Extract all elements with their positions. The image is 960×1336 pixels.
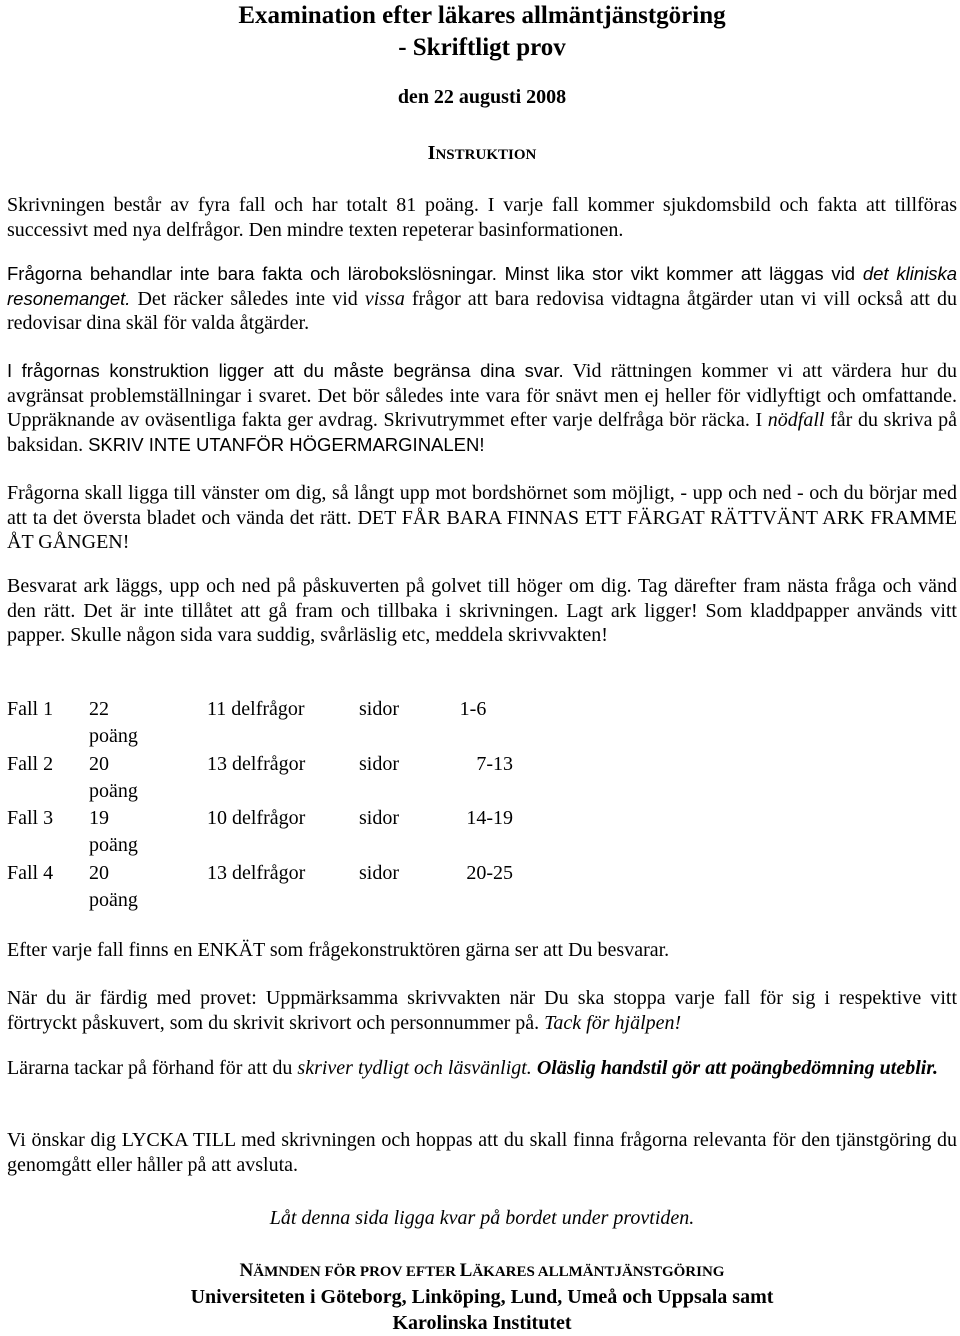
fall-pages: 20-25 xyxy=(466,861,513,884)
fall-unit: poäng xyxy=(89,888,138,911)
paragraph-overview: Skrivningen består av fyra fall och har totalt 81 poäng. I varje fall kommer sjukdomsbild och fakta att tillföras successivt med nya delfrågor. Den mindre texten repeterar basinformationen. xyxy=(7,194,957,241)
title-line-2: - Skriftligt prov xyxy=(398,34,566,61)
fall-pages: 1-6 xyxy=(459,698,487,720)
fall-row xyxy=(7,696,513,751)
exam-date: den 22 augusti 2008 xyxy=(397,86,567,108)
fall-points: 22 xyxy=(89,698,109,720)
paragraph-sheet-handling: Frågorna skall ligga till vänster om dig, så långt upp mot bordshörnet som möjligt, - upp och ned - och du börjar med att ta det översta bladet och vända det rätt. DET FÅR BARA FINNAS ETT FÄRGAT RÄTTVÄNT ARK FRAMME ÅT GÅNGEN! xyxy=(7,482,957,553)
fall-table xyxy=(7,696,513,914)
fall-questions: 13 delfrågor xyxy=(207,861,306,884)
fall-pages-label: sidor xyxy=(359,698,399,720)
fall-pages-label: sidor xyxy=(359,861,399,884)
footer-karolinska: Karolinska Institutet xyxy=(392,1312,572,1334)
fall-name: Fall 2 xyxy=(7,752,54,775)
paragraph-answered-sheets: Besvarat ark läggs, upp och ned på påskuverten på golvet till höger om dig. Tag därefter fram nästa fråga och vänd den rätt. Det är inte tillåtet att gå fram och tillbaka i skrivningen. Lagt ark ligger! Som kladdpapper används vitt papper. Skulle någon sida vara suddig, svårläslig etc, meddela skrivvakten! xyxy=(7,575,957,646)
fall-points: 19 xyxy=(89,807,109,829)
paragraph-construction: I frågornas konstruktion ligger att du måste begränsa dina svar. Vid rättningen kommer vi att värdera hur du avgränsat problemställningar i svaret. Det bör således inte vara för snävt men ej heller för vidlyftigt och omfattande. Uppräknande av oväsentliga fakta ger avdrag. Skrivutrymmet efter varje delfråga bör räcka. I nödfall får du skriva på baksidan. SKRIV INTE UTANFÖR HÖGERMARGINALEN! xyxy=(7,360,957,456)
fall-name: Fall 3 xyxy=(7,807,54,829)
paragraph-questions: Frågorna behandlar inte bara fakta och lärobokslösningar. Minst lika stor vikt kommer att läggas vid det kliniska resonemanget. Det räcker således inte vid vissa frågor att bara redovisa vidtagna åtgärder utan vi vill också att du redovisar dina skäl för valda åtgärder. xyxy=(7,263,958,334)
fall-row xyxy=(7,751,513,806)
fall-row xyxy=(7,805,513,860)
fall-name: Fall 1 xyxy=(7,698,54,720)
fall-pages-label: sidor xyxy=(359,752,399,775)
title-line-1: Examination efter läkares allmäntjänstgöring xyxy=(238,2,726,29)
footer-board-name: NÄMNDEN FÖR PROV EFTER LÄKARES ALLMÄNTJÄNSTGÖRING xyxy=(239,1260,725,1281)
paragraph-survey: Efter varje fall finns en ENKÄT som frågekonstruktören gärna ser att Du besvarar. xyxy=(7,939,670,961)
fall-row xyxy=(7,860,513,915)
fall-pages: 7-13 xyxy=(476,752,513,775)
fall-pages: 14-19 xyxy=(466,807,513,829)
fall-unit: poäng xyxy=(89,725,138,747)
paragraph-leave-page: Låt denna sida ligga kvar på bordet under provtiden. xyxy=(269,1207,695,1229)
footer-universities: Universiteten i Göteborg, Linköping, Lund, Umeå och Uppsala samt xyxy=(190,1286,774,1308)
fall-pages-label: sidor xyxy=(359,807,399,829)
instruction-heading: INSTRUKTION xyxy=(427,142,537,164)
page-title xyxy=(7,0,957,64)
fall-points: 20 xyxy=(89,861,109,884)
fall-questions: 10 delfrågor xyxy=(207,807,306,829)
fall-unit: poäng xyxy=(89,834,138,856)
fall-questions: 11 delfrågor xyxy=(207,698,305,720)
fall-unit: poäng xyxy=(89,779,138,802)
paragraph-good-luck: Vi önskar dig LYCKA TILL med skrivningen och hoppas att du skall finna frågorna relevanta för den tjänstgöring du genomgått eller håller på att avsluta. xyxy=(7,1129,957,1176)
paragraph-finish: När du är färdig med provet: Uppmärksamma skrivvakten när Du ska stoppa varje fall för sig i respektive vitt förtryckt påskuvert, som du skrivit skrivort och personnummer på. Tack för hjälpen! xyxy=(7,987,957,1034)
fall-name: Fall 4 xyxy=(7,861,54,884)
fall-questions: 13 delfrågor xyxy=(207,752,306,775)
fall-points: 20 xyxy=(89,752,109,775)
paragraph-legibility: Lärarna tackar på förhand för att du skriver tydligt och läsvänligt. Oläslig handstil gör att poängbedömning uteblir. xyxy=(7,1057,939,1079)
